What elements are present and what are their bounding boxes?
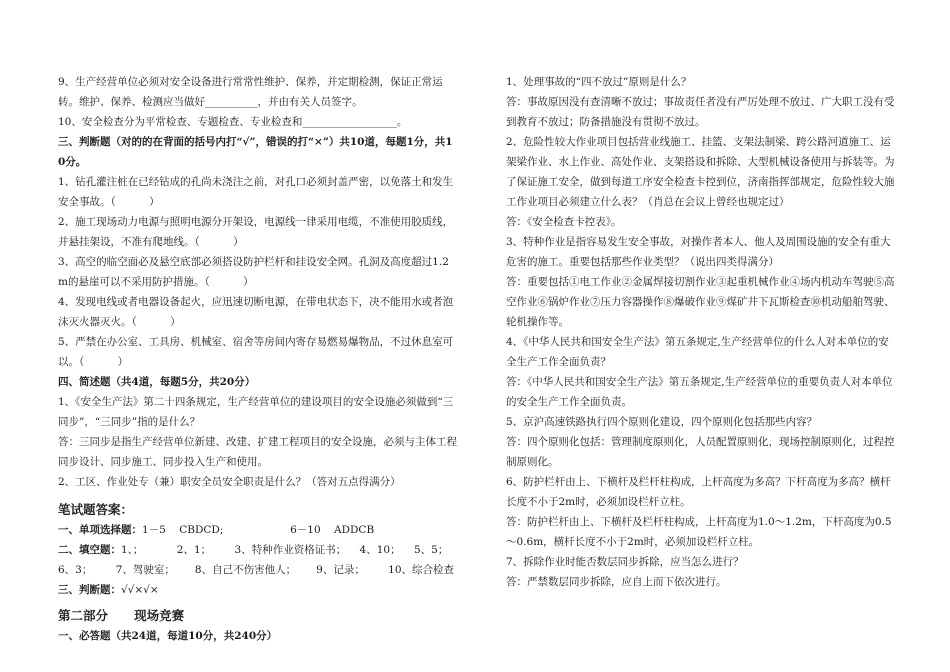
section-3-heading: 三、判断题（对的的在背面的括号内打“√”，错误的打“×”）共10道，每题1分，共10分。	[58, 136, 453, 168]
onsite-question-6: 6、防护栏杆由上、下横杆及栏杆柱构成，上杆高度为多高？下杆高度为多高？横杆长度不小于2m时，必须加设栏杆立柱。	[506, 476, 891, 508]
judge-question-5: 5、严禁在办公室、工具房、机械室、宿舍等房间内寄存易燃易爆物品，不过休息室可以。（ ）	[58, 336, 454, 368]
judge-question-3: 3、高空的临空面必及悬空底部必须搭设防护栏杆和挂设安全网。孔洞及高度超过1.2m的悬崖可以不采用防护措施。（ ）	[58, 256, 449, 288]
onsite-question-4: 4、《中华人民共和国安全生产法》第五条规定,生产经营单位的什么人对本单位的安全生产工作全面负责？	[506, 336, 889, 368]
onsite-answer-2: 答：《安全检查卡控表》。	[506, 216, 622, 228]
judge-question-4: 4、发现电线或者电器设备起火，应迅速切断电源，在带电状态下，决不能用水或者泡沫灭火器灭火。（ ）	[58, 296, 454, 328]
onsite-question-3: 3、特种作业是指容易发生安全事故，对操作者本人、他人及周围设施的安全有重大危害的施工。重要包括那些作业类型？（说出四类得满分）	[506, 236, 891, 268]
onsite-answer-6: 答：防护栏杆由上、下横杆及栏杆柱构成，上杆高度为1.0～1.2m，下杆高度为0.5～0.6m，横杆长度不小于2m时，必须加设栏杆立柱。	[506, 516, 892, 548]
onsite-answer-4: 答：《中华人民共和国安全生产法》第五条规定,生产经营单位的重要负责人对本单位的安全生产工作全面负责。	[506, 376, 893, 408]
part-2-subheading: 一、必答题（共24道，每道10分，共240分）	[58, 630, 278, 642]
short-answer-1: 答：三同步是指生产经营单位新建、改建、扩建工程项目的安全设施，必须与主体工程同步设计、同步施工、同步投入生产和使用。	[58, 436, 457, 468]
answer-judge-label: 三、判断题：	[58, 584, 121, 596]
onsite-question-7: 7、拆除作业时能否数层同步拆除，应当怎么进行？	[506, 556, 744, 568]
part-2-heading: 第二部分 现场竞赛	[58, 608, 185, 623]
answer-judge	[58, 580, 458, 600]
answers-heading: 笔试题答案：	[58, 502, 134, 517]
answer-single-choice-text: 1－5 CBDCD; 6－10 ADDCB	[142, 524, 375, 536]
judge-question-1: 1、钻孔灌注桩在已经钻成的孔尚未浇注之前，对孔口必须封盖严密，以免落土和发生安全事故。（ ）	[58, 176, 454, 208]
onsite-question-2: 2、危险性较大作业项目包括营业线施工、挂篮、支架法制梁、跨公路河道施工、运架梁作业、水上作业、高处作业、支架搭设和拆除、大型机械设备使用与拆装等。为了保证施工安全，做到每道工序安全检查卡控到位，济南指挥部规定，危险性较大施工作业项目必须建立什么表？（肖总在会议上曾经也规定过）	[506, 136, 895, 208]
fill-question-10: 10、安全检查分为平常检查、专题检查、专业检查和__________________。	[58, 116, 408, 128]
answer-fill-blank-label: 二、填空题：	[58, 544, 121, 556]
short-question-2: 2、工区、作业处专（兼）职安全员安全职责是什么？（答对五点得满分）	[58, 476, 401, 488]
onsite-answer-5: 答：四个原则化包括：管理制度原则化，人员配置原则化，现场控制原则化，过程控制原则化。	[506, 436, 895, 468]
answer-single-choice	[58, 520, 458, 540]
onsite-question-1: 1、处理事故的“四不放过”原则是什么？	[506, 76, 692, 88]
short-question-1: 1、《安全生产法》第二十四条规定，生产经营单位的建设项目的安全设施必须做到“三同步”，“三同步”指的是什么？	[58, 396, 454, 428]
answer-fill-blank-text: 1、； 2、1； 3、特种作业资格证书； 4、10； 5、5； 6、3； 7、驾驶室； 8、自己不伤害他人； 9、记录； 10、综合检查	[58, 544, 462, 576]
answer-fill-blank	[58, 540, 462, 580]
judge-question-2: 2、施工现场动力电源与照明电源分开架设，电源线一律采用电缆，不准使用胶质线，并悬挂架设，不准有爬地线。（ ）	[58, 216, 454, 248]
right-column	[506, 72, 898, 592]
onsite-answer-3: 答：重要包括①电工作业②金属焊接切割作业③起重机械作业④场内机动车驾驶⑤高空作业⑥锅炉作业⑦压力容器操作⑧爆破作业⑨煤矿井下瓦斯检查⑩机动船舶驾驶、轮机操作等。	[506, 276, 895, 328]
section-4-heading: 四、简述题（共4道，每题5分，共20分）	[58, 376, 256, 388]
fill-question-9: 9、生产经营单位必须对安全设备进行常常性维护、保养，并定期检测，保证正常运转。维护、保养、检测应当做好__________，并由有关人员签字。	[58, 76, 443, 108]
answer-single-choice-label: 一、单项选择题：	[58, 524, 142, 536]
onsite-answer-1: 答：事故原因没有查清晰不放过；事故责任者没有严厉处理不放过、广大职工没有受到教育不放过；防备措施没有贯彻不放过。	[506, 96, 895, 128]
onsite-question-5: 5、京沪高速铁路执行四个原则化建设，四个原则化包括那些内容？	[506, 416, 818, 428]
left-column	[58, 72, 462, 646]
answer-judge-text: √√×√×	[121, 584, 159, 596]
onsite-answer-7: 答：严禁数层同步拆除，应自上而下依次进行。	[506, 576, 727, 588]
